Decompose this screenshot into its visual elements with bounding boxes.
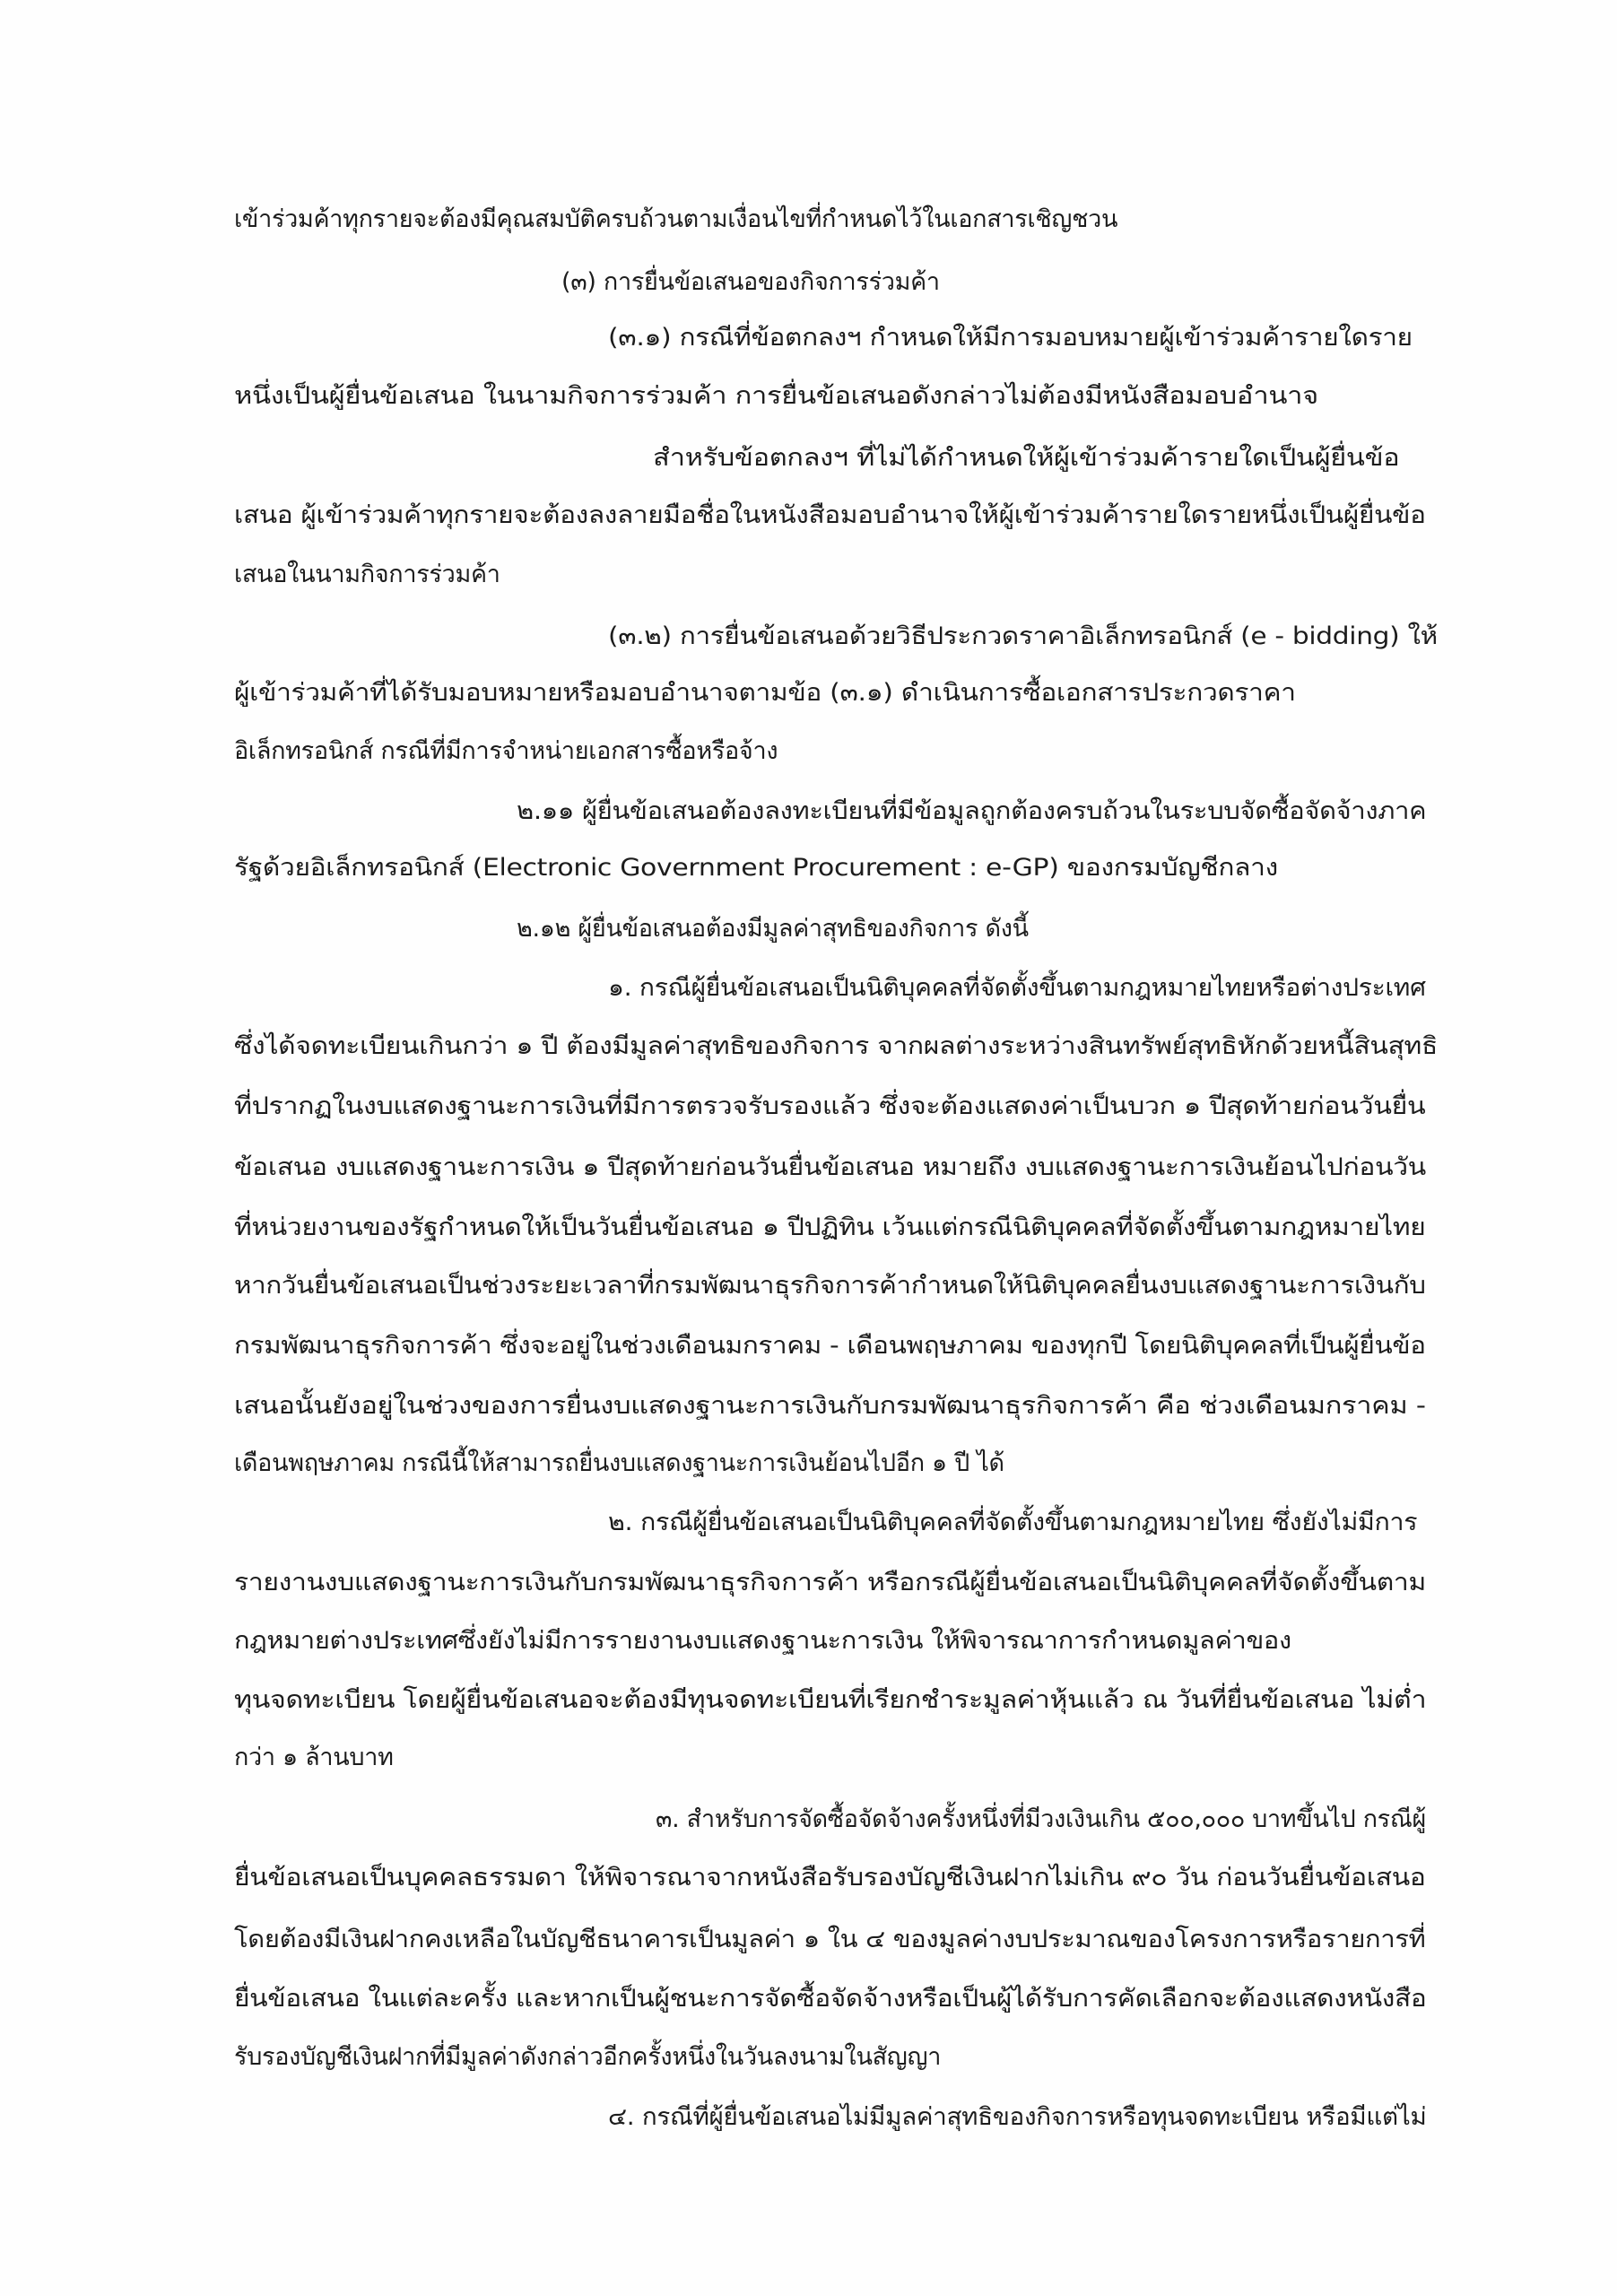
- text-line: ๓. สำหรับการจัดซื้อจัดจ้างครั้งหนึ่งที่มีวงเงินเกิน ๕๐๐,๐๐๐ บาทขึ้นไป กรณีผู้: [656, 1805, 1426, 1833]
- text-line: ข้อเสนอ งบแสดงฐานะการเงิน ๑ ปีสุดท้ายก่อนวันยื่นข้อเสนอ หมายถึง งบแสดงฐานะการเงินย้อนไปก่อนวัน: [234, 1153, 1426, 1181]
- text-line: (๓.๑) กรณีที่ข้อตกลงฯ กำหนดให้มีการมอบหมายผู้เข้าร่วมค้ารายใดราย: [608, 324, 1413, 352]
- text-line: ๒.๑๑ ผู้ยื่นข้อเสนอต้องลงทะเบียนที่มีข้อมูลถูกต้องครบถ้วนในระบบจัดซื้อจัดจ้างภาค: [517, 797, 1427, 825]
- text-line: รายงานงบแสดงฐานะการเงินกับกรมพัฒนาธุรกิจการค้า หรือกรณีผู้ยื่นข้อเสนอเป็นนิติบุคคลที่จัดตั้งขึ้นตาม: [234, 1569, 1426, 1596]
- text-line: เสนอในนามกิจการร่วมค้า: [234, 561, 500, 588]
- text-line: กรมพัฒนาธุรกิจการค้า ซึ่งจะอยู่ในช่วงเดือนมกราคม - เดือนพฤษภาคม ของทุกปี โดยนิติบุคคลที่เป็นผู้ยื่นข้อ: [234, 1332, 1426, 1360]
- text-line: ๑. กรณีผู้ยื่นข้อเสนอเป็นนิติบุคคลที่จัดตั้งขึ้นตามกฎหมายไทยหรือต่างประเทศ: [608, 974, 1426, 1002]
- text-line: ที่หน่วยงานของรัฐกำหนดให้เป็นวันยื่นข้อเสนอ ๑ ปีปฏิทิน เว้นแต่กรณีนิติบุคคลที่จัดตั้งขึ้นตามกฎหมายไทย: [234, 1213, 1426, 1241]
- text-line: อิเล็กทรอนิกส์ กรณีที่มีการจำหน่ายเอกสารซื้อหรือจ้าง: [234, 737, 778, 765]
- text-line: เสนอนั้นยังอยู่ในช่วงของการยื่นงบแสดงฐานะการเงินกับกรมพัฒนาธุรกิจการค้า คือ ช่วงเดือนมกราคม -: [234, 1392, 1426, 1420]
- text-line: รับรองบัญชีเงินฝากที่มีมูลค่าดังกล่าวอีกครั้งหนึ่งในวันลงนามในสัญญา: [234, 2043, 942, 2071]
- text-line: สำหรับข้อตกลงฯ ที่ไม่ได้กำหนดให้ผู้เข้าร่วมค้ารายใดเป็นผู้ยื่นข้อ: [653, 444, 1400, 472]
- text-line: กฎหมายต่างประเทศซึ่งยังไม่มีการรายงานงบแสดงฐานะการเงิน ให้พิจารณาการกำหนดมูลค่าของ: [234, 1627, 1291, 1655]
- text-line: เสนอ ผู้เข้าร่วมค้าทุกรายจะต้องลงลายมือชื่อในหนังสือมอบอำนาจให้ผู้เข้าร่วมค้ารายใดรายหนึ่งเป็นผู้ยื่นข้อ: [234, 501, 1426, 529]
- text-line: รัฐด้วยอิเล็กทรอนิกส์ (Electronic Government Procurement : e-GP) ของกรมบัญชีกลาง: [234, 854, 1278, 882]
- text-line: ยื่นข้อเสนอ ในแต่ละครั้ง และหากเป็นผู้ชนะการจัดซื้อจัดจ้างหรือเป็นผู้ได้รับการคัดเลือกจะต้องแสดงหนังสือ: [234, 1985, 1427, 2013]
- text-line: (๓) การยื่นข้อเสนอของกิจการร่วมค้า: [561, 268, 940, 296]
- text-line: ๔. กรณีที่ผู้ยื่นข้อเสนอไม่มีมูลค่าสุทธิของกิจการหรือทุนจดทะเบียน หรือมีแต่ไม่: [608, 2103, 1427, 2131]
- text-line: ๒. กรณีผู้ยื่นข้อเสนอเป็นนิติบุคคลที่จัดตั้งขึ้นตามกฎหมายไทย ซึ่งยังไม่มีการ: [608, 1509, 1418, 1536]
- text-line: เดือนพฤษภาคม กรณีนี้ให้สามารถยื่นงบแสดงฐานะการเงินย้อนไปอีก ๑ ปี ได้: [234, 1449, 1004, 1477]
- text-line: ซึ่งได้จดทะเบียนเกินกว่า ๑ ปี ต้องมีมูลค่าสุทธิของกิจการ จากผลต่างระหว่างสินทรัพย์สุทธิหักด้วยหนี้สินสุทธิ: [234, 1032, 1439, 1060]
- text-line: ๒.๑๒ ผู้ยื่นข้อเสนอต้องมีมูลค่าสุทธิของกิจการ ดังนี้: [517, 915, 1029, 943]
- text-line: ผู้เข้าร่วมค้าที่ได้รับมอบหมายหรือมอบอำนาจตามข้อ (๓.๑) ดำเนินการซื้อเอกสารประกวดราคา: [234, 679, 1296, 707]
- text-line: หนึ่งเป็นผู้ยื่นข้อเสนอ ในนามกิจการร่วมค้า การยื่นข้อเสนอดังกล่าวไม่ต้องมีหนังสือมอบอำนาจ: [234, 382, 1318, 410]
- text-line: ที่ปรากฏในงบแสดงฐานะการเงินที่มีการตรวจรับรองแล้ว ซึ่งจะต้องแสดงค่าเป็นบวก ๑ ปีสุดท้ายก่อนวันยื่น: [234, 1092, 1426, 1120]
- text-line: ยื่นข้อเสนอเป็นบุคคลธรรมดา ให้พิจารณาจากหนังสือรับรองบัญชีเงินฝากไม่เกิน ๙๐ วัน ก่อนวันยื่นข้อเสนอ: [234, 1864, 1426, 1892]
- text-line: หากวันยื่นข้อเสนอเป็นช่วงระยะเวลาที่กรมพัฒนาธุรกิจการค้ากำหนดให้นิติบุคคลยื่นงบแสดงฐานะการเงินกับ: [234, 1272, 1426, 1300]
- text-line: ทุนจดทะเบียน โดยผู้ยื่นข้อเสนอจะต้องมีทุนจดทะเบียนที่เรียกชำระมูลค่าหุ้นแล้ว ณ วันที่ยื่นข้อเสนอ ไม่ต่ำ: [234, 1686, 1427, 1714]
- text-line: (๓.๒) การยื่นข้อเสนอด้วยวิธีประกวดราคาอิเล็กทรอนิกส์ (e - bidding) ให้: [608, 622, 1438, 650]
- text-line: โดยต้องมีเงินฝากคงเหลือในบัญชีธนาคารเป็นมูลค่า ๑ ใน ๔ ของมูลค่างบประมาณของโครงการหรือรายการที่: [234, 1926, 1426, 1953]
- text-line: เข้าร่วมค้าทุกรายจะต้องมีคุณสมบัติครบถ้วนตามเงื่อนไขที่กำหนดไว้ในเอกสารเชิญชวน: [234, 205, 1118, 233]
- text-line: กว่า ๑ ล้านบาท: [234, 1744, 394, 1771]
